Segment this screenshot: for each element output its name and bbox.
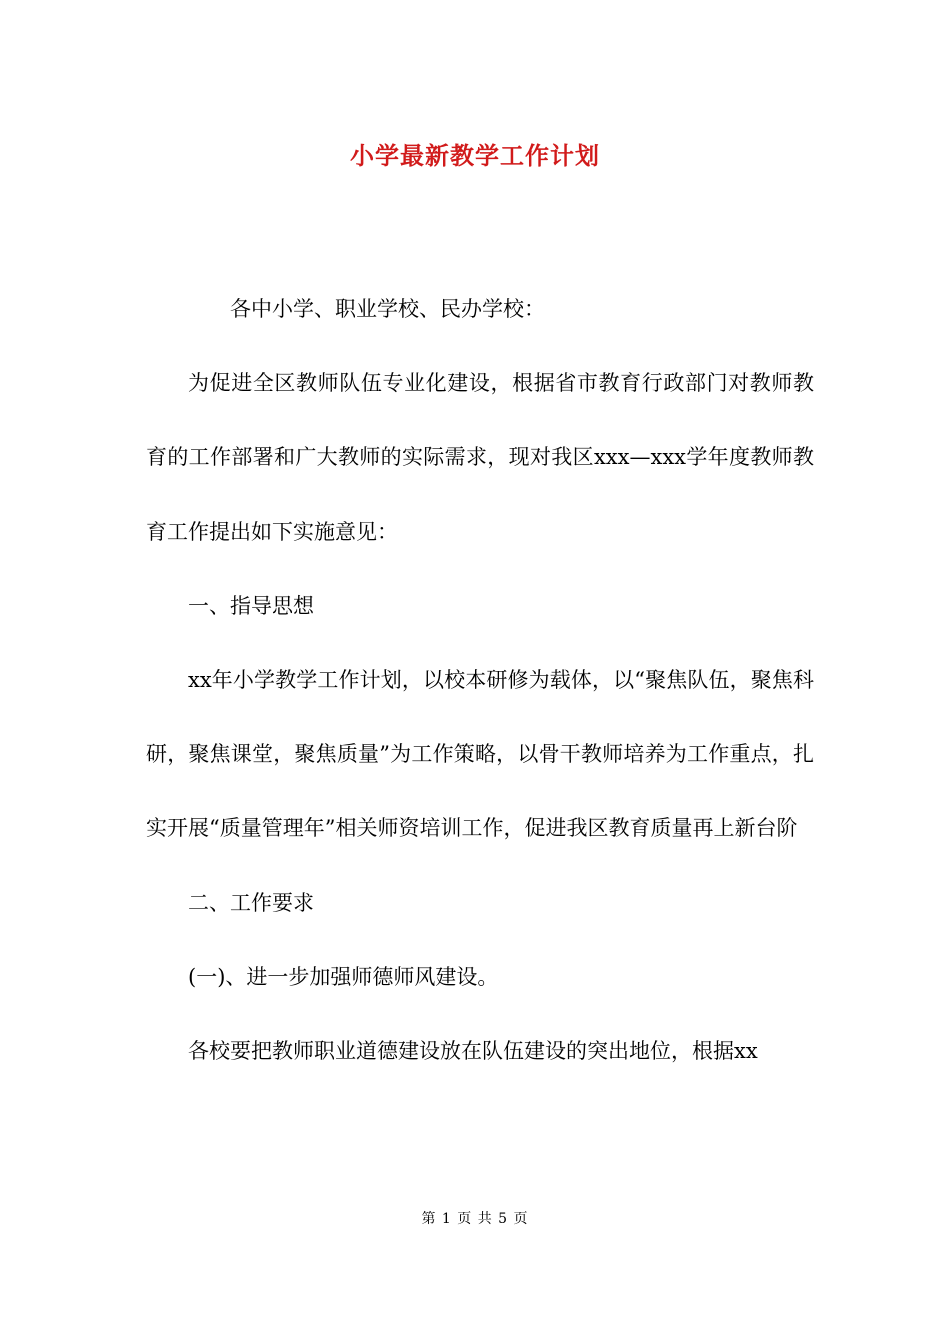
intro-paragraph: 为促进全区教师队伍专业化建设，根据省市教育行政部门对教师教育的工作部署和广大教师的实际需求，现对我区xxx—xxx学年度教师教育工作提出如下实施意见： [146,371,814,544]
ethics-paragraph: 各校要把教师职业道德建设放在队伍建设的突出地位，根据xx [188,1039,758,1064]
section-heading-work-requirements: 二、工作要求 [188,890,314,915]
guiding-ideology-paragraph: xx年小学教学工作计划，以校本研修为载体，以“聚焦队伍，聚焦科研，聚焦课堂，聚焦质量”为工作策略，以骨干教师培养为工作重点，扎实开展“质量管理年”相关师资培训工作，促进我区教育质量再上新台阶 [146,668,814,841]
document-title: 小学最新教学工作计划 [350,141,600,170]
page-number-footer: 第 1 页 共 5 页 [421,1211,529,1227]
salutation-paragraph: 各中小学、职业学校、民办学校： [230,297,545,321]
document-body [146,272,814,1088]
subsection-heading-ethics: (一)、进一步加强师德师风建设。 [188,964,499,989]
section-heading-guiding-ideology: 一、指导思想 [188,593,314,618]
